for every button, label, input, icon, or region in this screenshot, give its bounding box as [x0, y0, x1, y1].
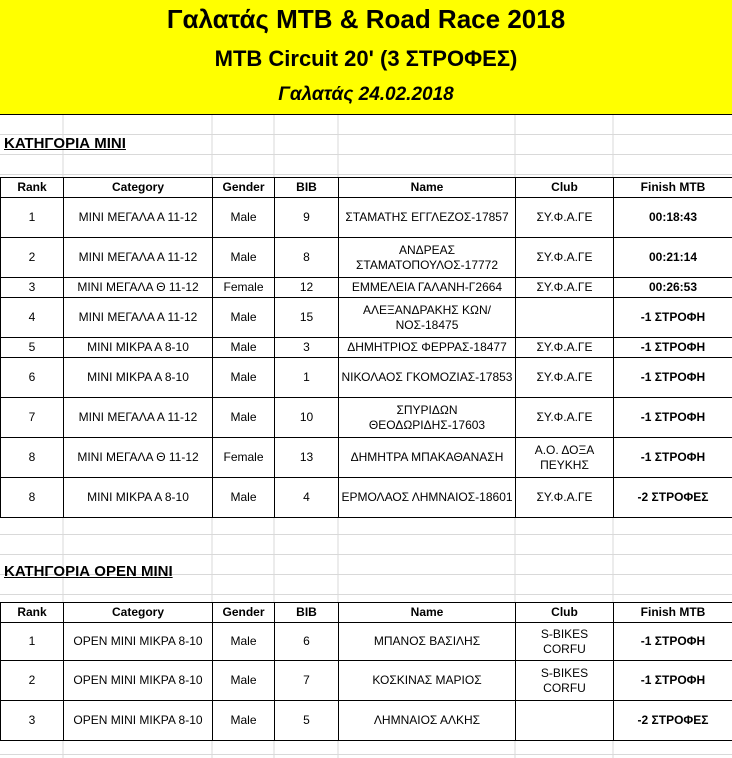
cell-category: MINI ΜΕΓΑΛΑ Θ 11-12	[64, 278, 213, 298]
cell-gender: Male	[213, 398, 275, 438]
cell-gender: Male	[213, 661, 275, 701]
race-date: Γαλατάς 24.02.2018	[278, 84, 454, 105]
cell-club: ΣΥ.Φ.Α.ΓΕ	[516, 398, 614, 438]
table-row	[1, 701, 732, 741]
cell-bib: 7	[275, 661, 339, 701]
cell-category: MINI ΜΕΓΑΛΑ Α 11-12	[64, 398, 213, 438]
cell-gender: Male	[213, 478, 275, 518]
cell-club	[516, 701, 614, 741]
cell-rank: 3	[1, 701, 64, 741]
cell-gender: Male	[213, 338, 275, 358]
results-table-mini	[0, 177, 732, 518]
col-header-finish: Finish MTB	[614, 603, 732, 623]
table-header-row	[1, 603, 732, 623]
cell-name: ΕΡΜΟΛΑΟΣ ΛΗΜΝΑΙΟΣ-18601	[339, 478, 516, 518]
title-banner	[0, 0, 732, 115]
cell-category: OPEN MINI ΜΙΚΡΑ 8-10	[64, 623, 213, 661]
cell-category: MINI ΜΙΚΡΑ Α 8-10	[64, 358, 213, 398]
cell-category: MINI ΜΕΓΑΛΑ Α 11-12	[64, 298, 213, 338]
table-row	[1, 358, 732, 398]
table-row	[1, 398, 732, 438]
table-row	[1, 238, 732, 278]
cell-rank: 6	[1, 358, 64, 398]
cell-rank: 7	[1, 398, 64, 438]
race-subtitle: MTB Circuit 20' (3 ΣΤΡΟΦΕΣ)	[214, 46, 518, 71]
cell-finish: -1 ΣΤΡΟΦΗ	[614, 623, 732, 661]
col-header-bib: BIB	[275, 178, 339, 198]
table-row	[1, 623, 732, 661]
cell-category: MINI ΜΕΓΑΛΑ Θ 11-12	[64, 438, 213, 478]
cell-bib: 3	[275, 338, 339, 358]
table-row	[1, 198, 732, 238]
cell-rank: 1	[1, 198, 64, 238]
section-title-open-mini: ΚΑΤΗΓΟΡΙΑ OPEN MINI	[4, 563, 173, 580]
table-row	[1, 278, 732, 298]
cell-category: MINI ΜΙΚΡΑ Α 8-10	[64, 338, 213, 358]
col-header-club: Club	[516, 603, 614, 623]
cell-gender: Male	[213, 298, 275, 338]
cell-finish: -1 ΣΤΡΟΦΗ	[614, 398, 732, 438]
col-header-category: Category	[64, 603, 213, 623]
cell-gender: Male	[213, 238, 275, 278]
cell-finish: -1 ΣΤΡΟΦΗ	[614, 438, 732, 478]
cell-rank: 2	[1, 661, 64, 701]
cell-club: ΣΥ.Φ.Α.ΓΕ	[516, 358, 614, 398]
col-header-gender: Gender	[213, 603, 275, 623]
cell-club: ΣΥ.Φ.Α.ΓΕ	[516, 478, 614, 518]
cell-bib: 8	[275, 238, 339, 278]
cell-finish: -1 ΣΤΡΟΦΗ	[614, 298, 732, 338]
cell-category: MINI ΜΕΓΑΛΑ Α 11-12	[64, 198, 213, 238]
cell-club: ΣΥ.Φ.Α.ΓΕ	[516, 198, 614, 238]
col-header-rank: Rank	[1, 178, 64, 198]
table-header-row	[1, 178, 732, 198]
cell-category: OPEN MINI ΜΙΚΡΑ 8-10	[64, 661, 213, 701]
cell-finish: -1 ΣΤΡΟΦΗ	[614, 338, 732, 358]
results-table-open-mini	[0, 602, 732, 741]
col-header-category: Category	[64, 178, 213, 198]
cell-name: ΔΗΜΗΤΡΙΟΣ ΦΕΡΡΑΣ-18477	[339, 338, 516, 358]
col-header-rank: Rank	[1, 603, 64, 623]
cell-gender: Male	[213, 358, 275, 398]
cell-name: ΑΝΔΡΕΑΣ ΣΤΑΜΑΤΟΠΟΥΛΟΣ-17772	[339, 238, 516, 278]
cell-rank: 8	[1, 438, 64, 478]
cell-name: ΣΠΥΡΙΔΩΝ ΘΕΟΔΩΡΙΔΗΣ-17603	[339, 398, 516, 438]
cell-finish: 00:18:43	[614, 198, 732, 238]
table-row	[1, 478, 732, 518]
cell-bib: 12	[275, 278, 339, 298]
cell-name: ΣΤΑΜΑΤΗΣ ΕΓΓΛΕΖΟΣ-17857	[339, 198, 516, 238]
cell-category: OPEN MINI ΜΙΚΡΑ 8-10	[64, 701, 213, 741]
cell-club: ΣΥ.Φ.Α.ΓΕ	[516, 338, 614, 358]
cell-name: ΜΠΑΝΟΣ ΒΑΣΙΛΗΣ	[339, 623, 516, 661]
cell-finish: -2 ΣΤΡΟΦΕΣ	[614, 478, 732, 518]
table-row	[1, 438, 732, 478]
event-title: Γαλατάς MTB & Road Race 2018	[166, 4, 566, 34]
cell-bib: 15	[275, 298, 339, 338]
col-header-name: Name	[339, 603, 516, 623]
cell-bib: 5	[275, 701, 339, 741]
cell-name: ΕΜΜΕΛΕΙΑ ΓΑΛΑΝΗ-Γ2664	[339, 278, 516, 298]
cell-bib: 1	[275, 358, 339, 398]
col-header-gender: Gender	[213, 178, 275, 198]
cell-rank: 2	[1, 238, 64, 278]
cell-gender: Male	[213, 701, 275, 741]
cell-rank: 4	[1, 298, 64, 338]
table-row	[1, 298, 732, 338]
section-title-mini: ΚΑΤΗΓΟΡΙΑ MINI	[4, 135, 126, 152]
cell-club: S-BIKES CORFU	[516, 623, 614, 661]
col-header-club: Club	[516, 178, 614, 198]
cell-club: S-BIKES CORFU	[516, 661, 614, 701]
cell-bib: 6	[275, 623, 339, 661]
cell-club: Α.Ο. ΔΟΞΑ ΠΕΥΚΗΣ	[516, 438, 614, 478]
cell-gender: Male	[213, 198, 275, 238]
cell-name: ΛΗΜΝΑΙΟΣ ΑΛΚΗΣ	[339, 701, 516, 741]
cell-rank: 5	[1, 338, 64, 358]
cell-club: ΣΥ.Φ.Α.ΓΕ	[516, 278, 614, 298]
cell-club	[516, 298, 614, 338]
cell-finish: 00:21:14	[614, 238, 732, 278]
cell-name: ΑΛΕΞΑΝΔΡΑΚΗΣ ΚΩΝ/ΝΟΣ-18475	[339, 298, 516, 338]
cell-bib: 4	[275, 478, 339, 518]
cell-finish: 00:26:53	[614, 278, 732, 298]
col-header-name: Name	[339, 178, 516, 198]
col-header-finish: Finish MTB	[614, 178, 732, 198]
cell-category: MINI ΜΕΓΑΛΑ Α 11-12	[64, 238, 213, 278]
cell-finish: -2 ΣΤΡΟΦΕΣ	[614, 701, 732, 741]
table-row	[1, 338, 732, 358]
cell-finish: -1 ΣΤΡΟΦΗ	[614, 358, 732, 398]
cell-gender: Female	[213, 438, 275, 478]
cell-finish: -1 ΣΤΡΟΦΗ	[614, 661, 732, 701]
cell-gender: Female	[213, 278, 275, 298]
cell-rank: 8	[1, 478, 64, 518]
cell-club: ΣΥ.Φ.Α.ΓΕ	[516, 238, 614, 278]
cell-name: ΔΗΜΗΤΡΑ ΜΠΑΚΑΘΑΝΑΣΗ	[339, 438, 516, 478]
table-row	[1, 661, 732, 701]
cell-name: ΚΟΣΚΙΝΑΣ ΜΑΡΙΟΣ	[339, 661, 516, 701]
cell-category: MINI ΜΙΚΡΑ Α 8-10	[64, 478, 213, 518]
cell-bib: 10	[275, 398, 339, 438]
cell-bib: 13	[275, 438, 339, 478]
cell-gender: Male	[213, 623, 275, 661]
cell-name: ΝΙΚΟΛΑΟΣ ΓΚΟΜΟΖΙΑΣ-17853	[339, 358, 516, 398]
cell-bib: 9	[275, 198, 339, 238]
col-header-bib: BIB	[275, 603, 339, 623]
cell-rank: 3	[1, 278, 64, 298]
cell-rank: 1	[1, 623, 64, 661]
